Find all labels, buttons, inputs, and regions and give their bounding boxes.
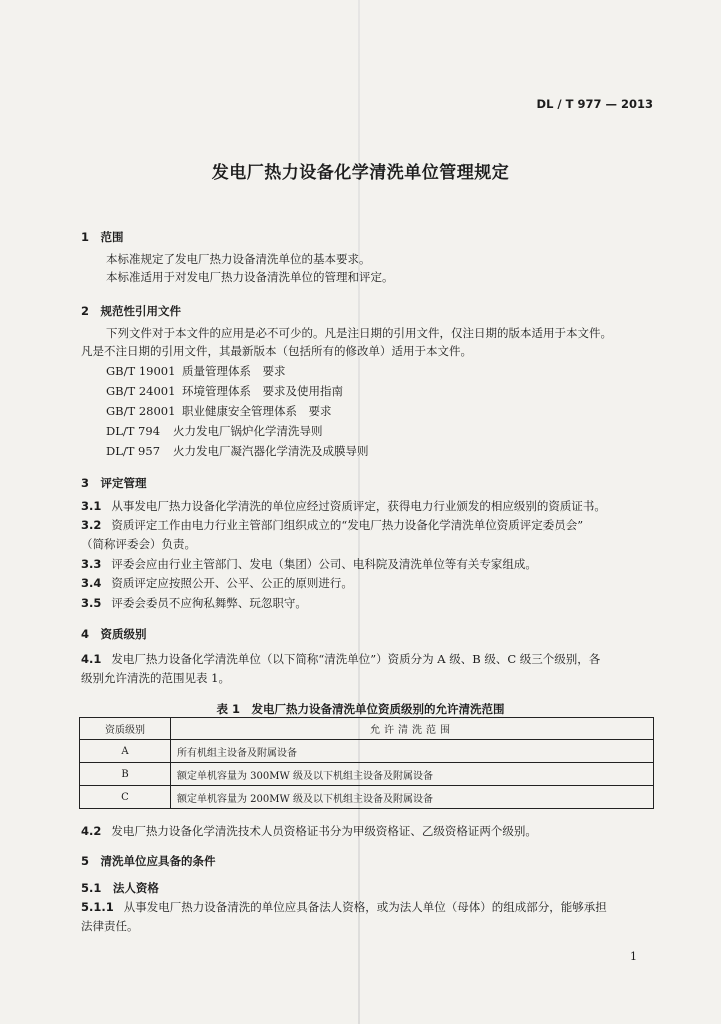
section-1-paragraph-2: 本标准适用于对发电厂热力设备清洗单位的管理和评定。 (106, 270, 394, 284)
reference-item (106, 422, 323, 440)
clause-4-1-continuation: 级别允许清洗的范围见表 1。 (81, 671, 230, 685)
reference-code: GB/T 24001 (106, 384, 176, 398)
clause-4-2 (81, 822, 537, 840)
clause-number: 5.1.1 (81, 900, 114, 914)
clause-3-4 (81, 574, 353, 592)
table-row (80, 763, 654, 786)
section-4-heading: 4 资质级别 (81, 627, 147, 641)
clause-4-1 (81, 650, 600, 668)
reference-title: 职业健康安全管理体系 要求 (182, 404, 332, 418)
grade-scope: 额定单机容量为 300MW 级及以下机组主设备及附属设备 (171, 763, 654, 786)
table-caption: 表 1 发电厂热力设备清洗单位资质级别的允许清洗范围 (216, 702, 505, 716)
clause-number: 3.5 (81, 596, 102, 610)
reference-title: 质量管理体系 要求 (182, 364, 286, 378)
reference-code: DL/T 794 (106, 424, 161, 438)
clause-text: 资质评定工作由电力行业主管部门组织成立的“发电厂热力设备化学清洗单位资质评定委员会” (111, 518, 584, 532)
table-row (80, 786, 654, 809)
grade-scope: 所有机组主设备及附属设备 (171, 740, 654, 763)
clause-3-5 (81, 594, 307, 612)
clause-text: 发电厂热力设备化学清洗单位（以下简称“清洗单位”）资质分为 A 级、B 级、C 级三个级别，各 (111, 652, 601, 666)
clause-5-1-1 (81, 898, 607, 916)
clause-number: 3.2 (81, 518, 102, 532)
qualification-grade-table (79, 717, 654, 809)
clause-3-3 (81, 555, 537, 573)
reference-item (106, 362, 286, 380)
clause-number: 3.1 (81, 499, 102, 513)
page-number: 1 (630, 950, 637, 963)
standard-code: DL / T 977 — 2013 (536, 97, 653, 111)
grade-level: A (80, 740, 171, 763)
clause-text: 资质评定应按照公开、公平、公正的原则进行。 (111, 576, 353, 590)
section-2-paragraph-line-1: 下列文件对于本文件的应用是必不可少的。凡是注日期的引用文件，仅注日期的版本适用于本文件。 (106, 326, 612, 340)
clause-text: 发电厂热力设备化学清洗技术人员资格证书分为甲级资格证、乙级资格证两个级别。 (111, 824, 537, 838)
section-5-heading: 5 清洗单位应具备的条件 (81, 854, 216, 868)
subsection-5-1-heading: 5.1 法人资格 (81, 881, 159, 895)
section-2-paragraph-line-2: 凡是不注日期的引用文件，其最新版本（包括所有的修改单）适用于本文件。 (81, 344, 472, 358)
table-row (80, 740, 654, 763)
clause-number: 4.1 (81, 652, 102, 666)
clause-5-1-1-continuation: 法律责任。 (81, 919, 139, 933)
clause-text: 从事发电厂热力设备清洗的单位应具备法人资格，或为法人单位（母体）的组成部分，能够承担 (123, 900, 607, 914)
section-1-heading: 1 范围 (81, 230, 124, 244)
clause-number: 3.3 (81, 557, 102, 571)
table-header-grade: 资质级别 (80, 718, 171, 740)
section-3-heading: 3 评定管理 (81, 476, 147, 490)
document-title: 发电厂热力设备化学清洗单位管理规定 (211, 163, 510, 183)
clause-3-2 (81, 516, 583, 534)
reference-code: GB/T 28001 (106, 404, 176, 418)
section-1-paragraph-1: 本标准规定了发电厂热力设备清洗单位的基本要求。 (106, 252, 371, 266)
clause-number: 3.4 (81, 576, 102, 590)
reference-title: 火力发电厂锅炉化学清洗导则 (173, 424, 323, 438)
clause-text: 从事发电厂热力设备化学清洗的单位应经过资质评定，获得电力行业颁发的相应级别的资质证书。 (111, 499, 606, 513)
reference-item (106, 382, 343, 400)
reference-title: 火力发电厂凝汽器化学清洗及成膜导则 (173, 444, 369, 458)
reference-item (106, 402, 332, 420)
grade-scope: 额定单机容量为 200MW 级及以下机组主设备及附属设备 (171, 786, 654, 809)
reference-code: DL/T 957 (106, 444, 161, 458)
grade-level: B (80, 763, 171, 786)
reference-code: GB/T 19001 (106, 364, 176, 378)
clause-text: 评委会应由行业主管部门、发电（集团）公司、电科院及清洗单位等有关专家组成。 (111, 557, 537, 571)
clause-number: 4.2 (81, 824, 102, 838)
table-header-scope: 允许清洗范围 (171, 718, 654, 740)
section-2-heading: 2 规范性引用文件 (81, 304, 182, 318)
grade-level: C (80, 786, 171, 809)
clause-3-1 (81, 497, 606, 515)
reference-title: 环境管理体系 要求及使用指南 (182, 384, 343, 398)
reference-item (106, 442, 369, 460)
clause-text: 评委会委员不应徇私舞弊、玩忽职守。 (111, 596, 307, 610)
clause-3-2-continuation: （简称评委会）负责。 (81, 537, 196, 551)
